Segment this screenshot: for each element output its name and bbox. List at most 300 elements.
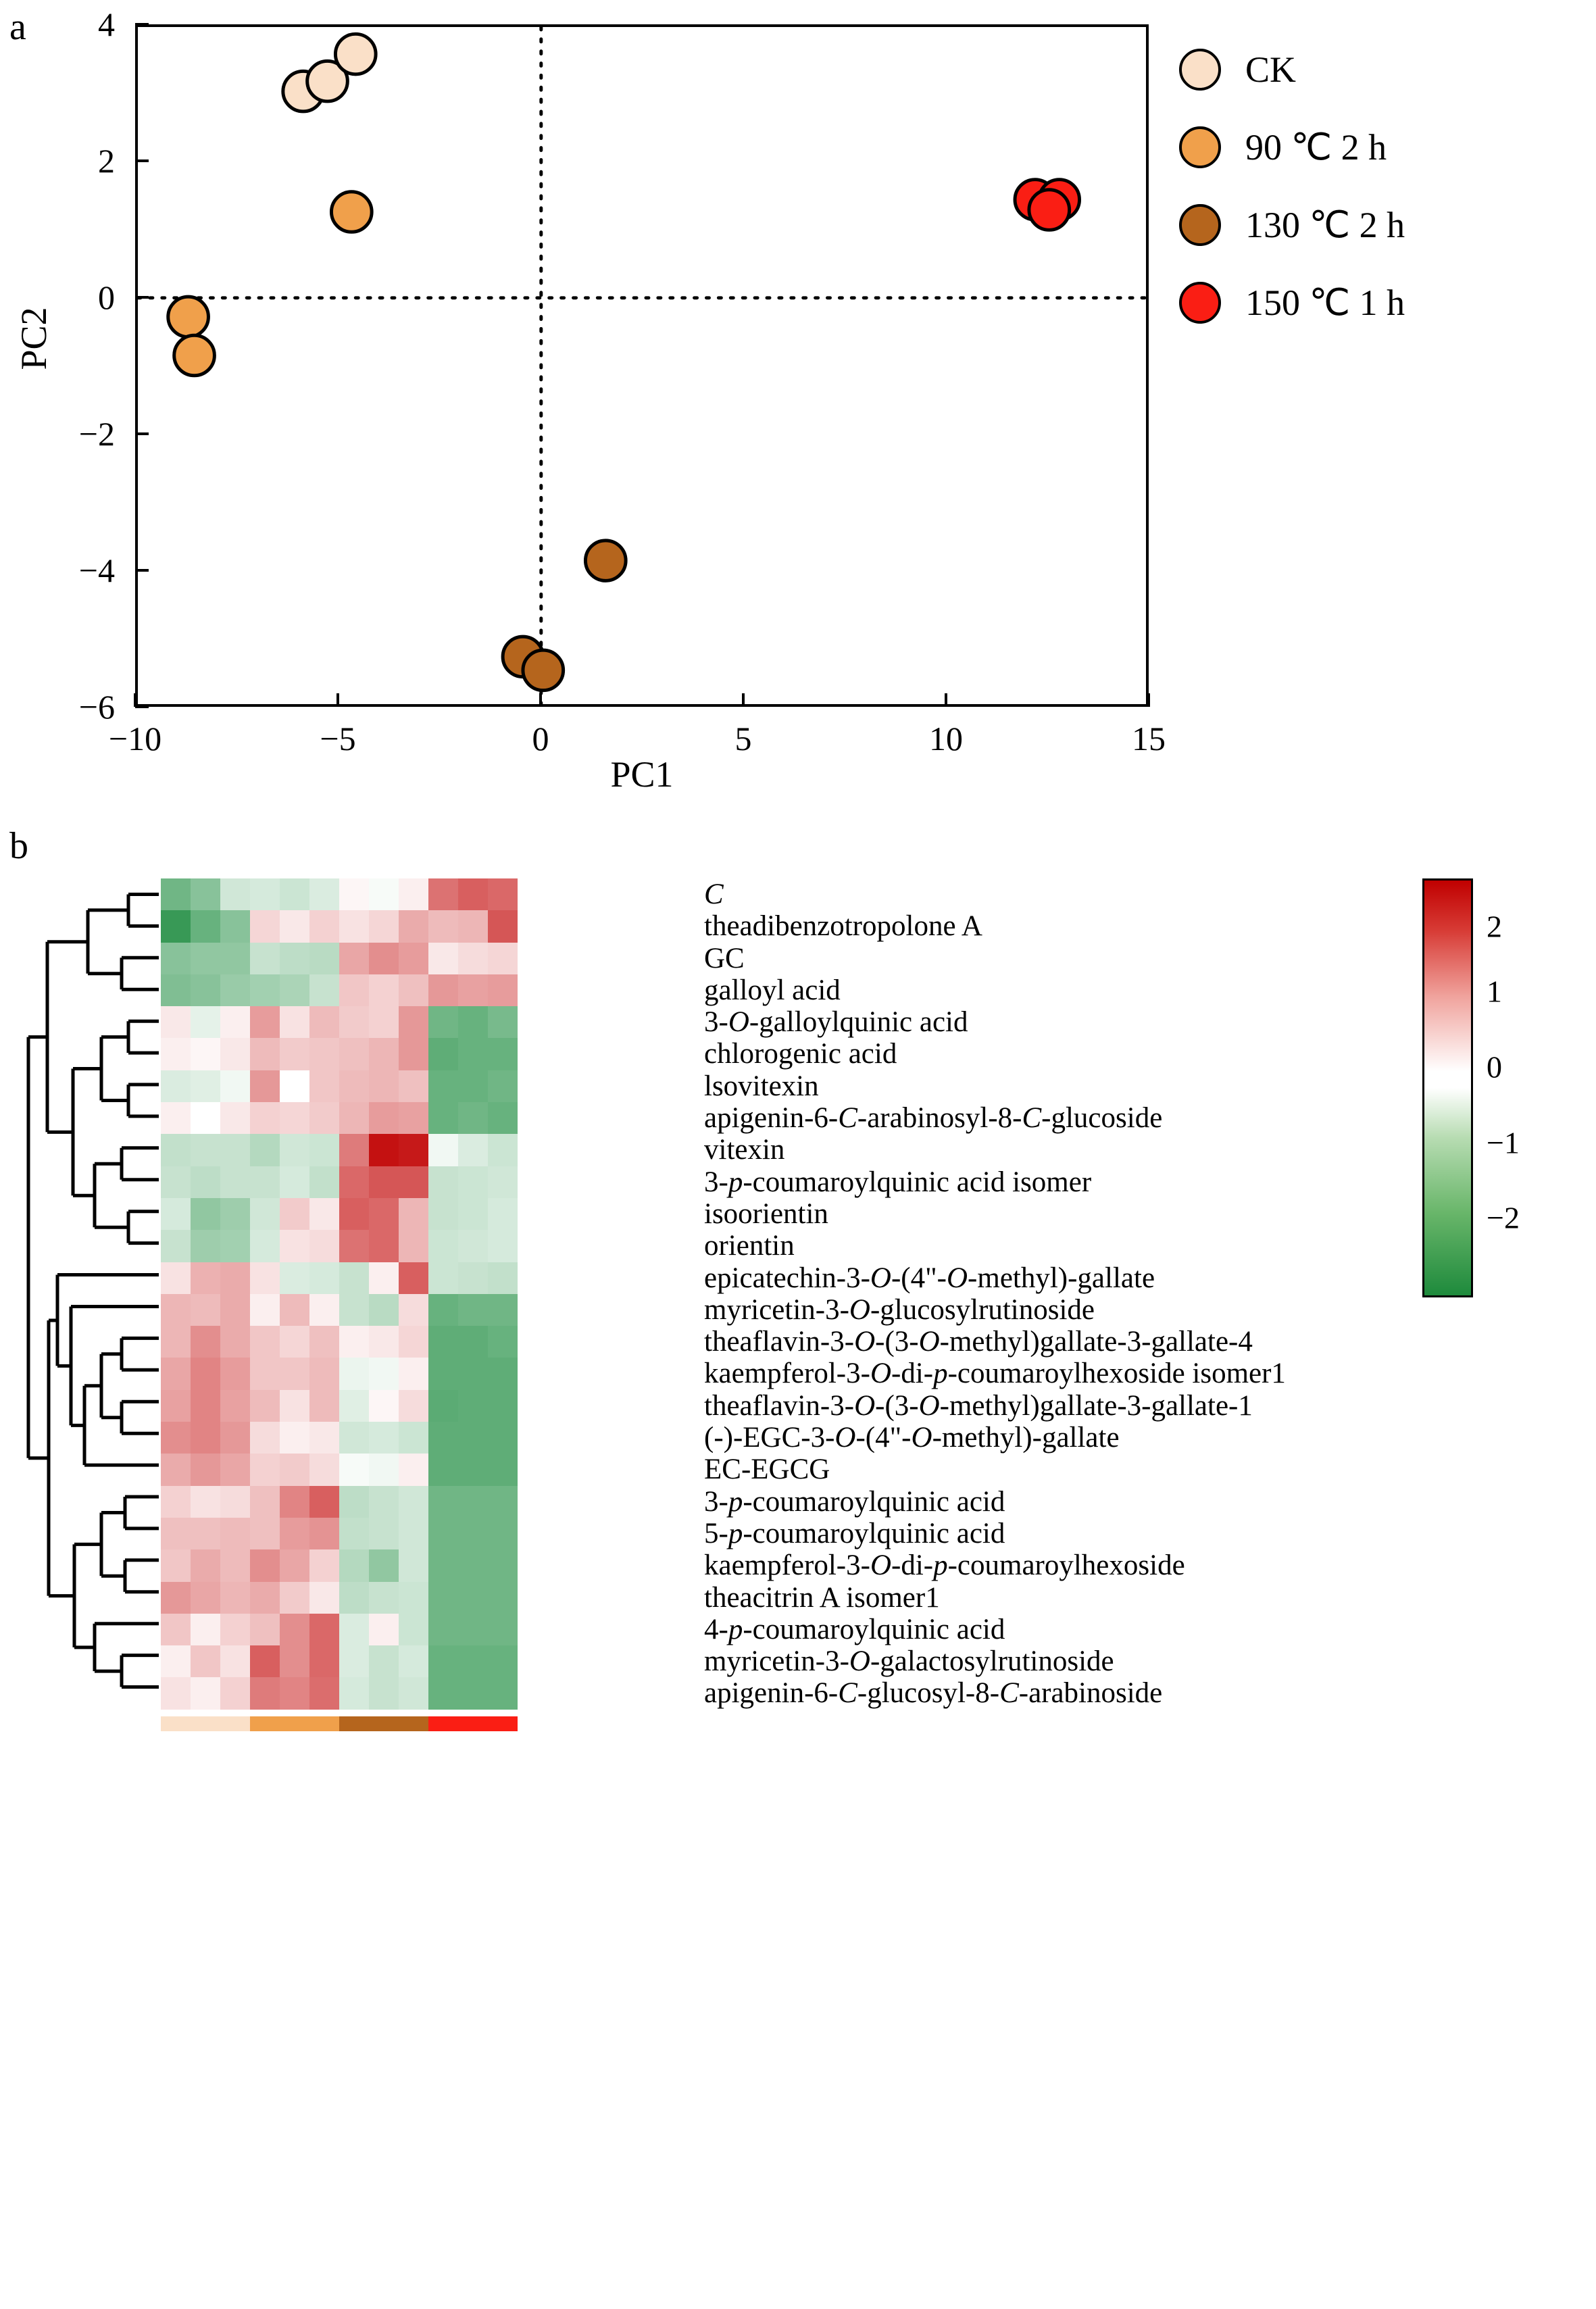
heatmap-cell [220, 1422, 250, 1454]
heatmap-cell [280, 1582, 309, 1614]
heatmap-cell [458, 1422, 488, 1454]
heatmap-cell [488, 1326, 518, 1358]
heatmap-cell [399, 1262, 428, 1294]
heatmap-cell [161, 1262, 191, 1294]
heatmap-cell [428, 1390, 458, 1422]
heatmap-cell [250, 1198, 280, 1230]
heatmap-cell [488, 1454, 518, 1485]
heatmap-cell [399, 1390, 428, 1422]
heatmap-cell [250, 1422, 280, 1454]
pca-plot-area [135, 24, 1149, 707]
heatmap-cell [339, 910, 369, 942]
heatmap-cell [280, 1166, 309, 1198]
x-tick-label: 5 [734, 720, 752, 758]
heatmap-cell [161, 1230, 191, 1262]
heatmap-cell [280, 1454, 309, 1485]
heatmap-cell [428, 1294, 458, 1326]
y-tick-label: −2 [78, 415, 115, 453]
heatmap-cell [399, 1006, 428, 1038]
pca-scatter-svg [138, 27, 1146, 704]
heatmap-cell [488, 1038, 518, 1070]
y-tick-label: 0 [98, 278, 115, 316]
heatmap-cell [309, 1454, 339, 1485]
heatmap-row-label: 3-p-coumaroylquinic acid [704, 1485, 1005, 1518]
heatmap-cell [399, 1518, 428, 1549]
heatmap-cell [220, 1486, 250, 1518]
x-tick-label: 10 [929, 720, 963, 758]
x-tick-label: 15 [1132, 720, 1166, 758]
heatmap-cell [250, 974, 280, 1006]
legend-label: 150 ℃ 1 h [1245, 282, 1405, 323]
heatmap-cell [399, 1198, 428, 1230]
heatmap-row-label: EC-EGCG [704, 1454, 830, 1486]
heatmap-cell [309, 1262, 339, 1294]
heatmap-cell [250, 1166, 280, 1198]
heatmap-cell [488, 1102, 518, 1134]
heatmap-cell [250, 1102, 280, 1134]
heatmap-cell [191, 1038, 220, 1070]
heatmap-cell [428, 1326, 458, 1358]
x-tick-mark [945, 693, 947, 707]
heatmap-cell [161, 1645, 191, 1677]
heatmap-row-label: myricetin-3-O-glucosylrutinoside [704, 1293, 1095, 1326]
heatmap-cell [280, 1038, 309, 1070]
heatmap-row-label: isoorientin [704, 1197, 828, 1230]
y-tick-label: −4 [78, 551, 115, 589]
heatmap-cell [488, 1422, 518, 1454]
heatmap-cell [309, 1102, 339, 1134]
colorbar-tick-label: −2 [1487, 1200, 1520, 1235]
heatmap-cell [250, 1390, 280, 1422]
heatmap-cell [428, 1006, 458, 1038]
heatmap-cell [161, 1390, 191, 1422]
heatmap-cell [191, 1262, 220, 1294]
heatmap-cell [428, 1358, 458, 1389]
heatmap-cell [428, 1134, 458, 1166]
heatmap-cell [488, 1614, 518, 1645]
heatmap-cell [309, 1645, 339, 1677]
heatmap-cell [339, 943, 369, 974]
heatmap-cell [428, 1549, 458, 1581]
colorbar-tick-label: 2 [1487, 909, 1502, 944]
colorbar-tick-label: 0 [1487, 1049, 1502, 1085]
heatmap-cell [458, 943, 488, 974]
heatmap-cell [220, 1677, 250, 1709]
heatmap-cell [220, 1390, 250, 1422]
heatmap-cell [191, 1677, 220, 1709]
heatmap-cell [309, 878, 339, 910]
heatmap-cell [428, 1422, 458, 1454]
panel-a-label: a [9, 6, 26, 48]
heatmap-cell [220, 1198, 250, 1230]
heatmap-cell [280, 1614, 309, 1645]
heatmap-cell [488, 943, 518, 974]
heatmap-cell [339, 1262, 369, 1294]
y-tick-mark [135, 432, 149, 435]
heatmap-cell [458, 1549, 488, 1581]
heatmap-cell [369, 1454, 399, 1485]
heatmap-cell [399, 1677, 428, 1709]
heatmap-cell [220, 1358, 250, 1389]
heatmap-cell [280, 1102, 309, 1134]
heatmap-cell [191, 1614, 220, 1645]
heatmap-cell [369, 1294, 399, 1326]
heatmap-cell [250, 943, 280, 974]
heatmap-cell [369, 1486, 399, 1518]
heatmap-cell [220, 1006, 250, 1038]
heatmap-cell [280, 1549, 309, 1581]
heatmap-cell [369, 1102, 399, 1134]
heatmap-cell [220, 1645, 250, 1677]
colorbar-tick-label: −1 [1487, 1125, 1520, 1160]
group-bar-segment [428, 1716, 518, 1731]
heatmap-cell [250, 1134, 280, 1166]
heatmap-cell [369, 1422, 399, 1454]
heatmap-cell [369, 1614, 399, 1645]
heatmap-cell [369, 1006, 399, 1038]
heatmap-cell [458, 1102, 488, 1134]
heatmap-cell [161, 1486, 191, 1518]
heatmap-cell [458, 1358, 488, 1389]
heatmap-cell [309, 1549, 339, 1581]
heatmap-cell [488, 1070, 518, 1102]
heatmap-cell [458, 1166, 488, 1198]
heatmap-cell [191, 1422, 220, 1454]
pca-y-axis-label: PC2 [14, 307, 54, 370]
heatmap-cell [369, 878, 399, 910]
heatmap-cell [220, 1166, 250, 1198]
heatmap-cell [309, 1614, 339, 1645]
heatmap-cell [161, 1294, 191, 1326]
heatmap-cell [369, 1677, 399, 1709]
heatmap-cell [399, 1614, 428, 1645]
heatmap-cell [220, 1518, 250, 1549]
heatmap-cell [458, 1006, 488, 1038]
heatmap-cell [280, 1486, 309, 1518]
heatmap-cell [191, 1294, 220, 1326]
heatmap-cell [161, 1549, 191, 1581]
x-tick-mark [134, 693, 136, 707]
heatmap-cell [399, 1358, 428, 1389]
heatmap-cell [458, 878, 488, 910]
heatmap-cell [280, 1134, 309, 1166]
heatmap-cell [161, 1198, 191, 1230]
heatmap-cell [280, 1422, 309, 1454]
heatmap-cell [191, 974, 220, 1006]
heatmap-row-label: orientin [704, 1230, 795, 1262]
y-tick-mark [135, 705, 149, 708]
pca-legend [1179, 30, 1585, 341]
heatmap-cell [339, 1614, 369, 1645]
heatmap-cell [280, 943, 309, 974]
heatmap-cell [488, 1390, 518, 1422]
legend-item [1179, 108, 1585, 186]
heatmap-cell [250, 1230, 280, 1262]
heatmap-cell [339, 1582, 369, 1614]
heatmap-cell [428, 1262, 458, 1294]
heatmap-cell [488, 1582, 518, 1614]
heatmap-cell [220, 1582, 250, 1614]
legend-label: 90 ℃ 2 h [1245, 127, 1387, 168]
heatmap-cell [369, 1070, 399, 1102]
heatmap-cell [339, 1677, 369, 1709]
group-bar-segment [339, 1716, 428, 1731]
heatmap-cell [309, 1166, 339, 1198]
heatmap-cell [250, 1454, 280, 1485]
x-tick-mark [742, 693, 745, 707]
x-tick-label: −5 [320, 720, 356, 758]
heatmap-cell [399, 1070, 428, 1102]
heatmap-cell [250, 1262, 280, 1294]
heatmap-cell [309, 910, 339, 942]
heatmap-cell [488, 1262, 518, 1294]
heatmap-cell [458, 1070, 488, 1102]
heatmap-cell [428, 910, 458, 942]
x-tick-mark [1147, 693, 1150, 707]
heatmap-cell [458, 1230, 488, 1262]
heatmap-cell [339, 1390, 369, 1422]
heatmap-cell [280, 974, 309, 1006]
heatmap-row-label: theaflavin-3-O-(3-O-methyl)gallate-3-gallate-1 [704, 1389, 1253, 1422]
heatmap-cell [309, 1422, 339, 1454]
heatmap-row-label: kaempferol-3-O-di-p-coumaroylhexoside isomer1 [704, 1358, 1286, 1390]
heatmap-cell [309, 1326, 339, 1358]
heatmap-cell [488, 1198, 518, 1230]
group-bar-segment [161, 1716, 250, 1731]
heatmap-cell [488, 1358, 518, 1389]
heatmap-cell [458, 1294, 488, 1326]
heatmap-cell [309, 943, 339, 974]
heatmap-cell [161, 943, 191, 974]
heatmap-cell [191, 910, 220, 942]
heatmap-cell [161, 1518, 191, 1549]
heatmap-cell [428, 1645, 458, 1677]
heatmap-cell [488, 1549, 518, 1581]
heatmap-cell [458, 1038, 488, 1070]
heatmap-cell [458, 974, 488, 1006]
heatmap-cell [161, 1422, 191, 1454]
heatmap-cell [191, 1134, 220, 1166]
x-tick-label: −10 [108, 720, 162, 758]
heatmap-cell [458, 1582, 488, 1614]
heatmap-cell [250, 1614, 280, 1645]
row-dendrogram [20, 878, 159, 1703]
heatmap-row-label: lsovitexin [704, 1070, 819, 1102]
heatmap-cell [428, 1614, 458, 1645]
heatmap-cell [339, 1358, 369, 1389]
heatmap-cell [458, 1326, 488, 1358]
heatmap-row-label: (-)-EGC-3-O-(4"-O-methyl)-gallate [704, 1422, 1120, 1454]
heatmap-cell [369, 1358, 399, 1389]
heatmap-cell [369, 1198, 399, 1230]
heatmap-cell [309, 1038, 339, 1070]
heatmap-cell [161, 1166, 191, 1198]
heatmap-cell [309, 1070, 339, 1102]
heatmap-cell [428, 1070, 458, 1102]
heatmap-cell [369, 1390, 399, 1422]
heatmap-cell [220, 1326, 250, 1358]
heatmap-cell [309, 1677, 339, 1709]
heatmap-cell [488, 1677, 518, 1709]
heatmap-cell [399, 1486, 428, 1518]
heatmap-cell [369, 1166, 399, 1198]
heatmap-cell [488, 1645, 518, 1677]
heatmap-cell [399, 1454, 428, 1485]
heatmap-cell [280, 1230, 309, 1262]
heatmap-row-label: theadibenzotropolone A [704, 910, 982, 943]
colorbar-tick-label: 1 [1487, 974, 1502, 1009]
heatmap-cell [161, 1614, 191, 1645]
heatmap-cell [280, 1198, 309, 1230]
heatmap-cell [339, 1454, 369, 1485]
heatmap-row-label: apigenin-6-C-glucosyl-8-C-arabinoside [704, 1677, 1163, 1710]
heatmap-cell [309, 1230, 339, 1262]
heatmap-cell [458, 1486, 488, 1518]
heatmap-cell [339, 1166, 369, 1198]
heatmap-cell [309, 1358, 339, 1389]
heatmap-cell [369, 1038, 399, 1070]
heatmap-cell [339, 878, 369, 910]
heatmap-cell [309, 1390, 339, 1422]
heatmap-cell [339, 1326, 369, 1358]
heatmap-cell [191, 1358, 220, 1389]
heatmap-cell [250, 910, 280, 942]
heatmap-cell [220, 1102, 250, 1134]
heatmap-cell [191, 1326, 220, 1358]
heatmap-row-label: vitexin [704, 1134, 785, 1166]
heatmap-cell [280, 1645, 309, 1677]
legend-swatch-icon [1179, 126, 1221, 168]
heatmap-cell [309, 974, 339, 1006]
heatmap-cell [220, 1294, 250, 1326]
heatmap-cell [458, 1134, 488, 1166]
heatmap-cell [220, 943, 250, 974]
heatmap-grid [161, 878, 518, 1710]
x-tick-mark [539, 693, 542, 707]
heatmap-cell [161, 878, 191, 910]
heatmap-cell [369, 1134, 399, 1166]
legend-item [1179, 30, 1585, 108]
heatmap-cell [250, 1549, 280, 1581]
heatmap-cell [161, 974, 191, 1006]
heatmap-row-label: theacitrin A isomer1 [704, 1581, 940, 1614]
heatmap-cell [280, 1326, 309, 1358]
y-tick-label: 2 [98, 142, 115, 180]
heatmap-cell [220, 1549, 250, 1581]
heatmap-cell [339, 1102, 369, 1134]
legend-item [1179, 264, 1585, 341]
heatmap-cell [458, 1198, 488, 1230]
heatmap-cell [458, 1518, 488, 1549]
heatmap-cell [399, 1166, 428, 1198]
heatmap-row-label: 3-p-coumaroylquinic acid isomer [704, 1166, 1092, 1198]
heatmap-cell [191, 1198, 220, 1230]
heatmap-cell [161, 1038, 191, 1070]
heatmap-row-label: C [704, 878, 724, 910]
heatmap-cell [399, 1549, 428, 1581]
y-tick-mark [135, 569, 149, 572]
heatmap-row-label: apigenin-6-C-arabinosyl-8-C-glucoside [704, 1102, 1163, 1135]
heatmap-cell [309, 1198, 339, 1230]
heatmap-cell [191, 1006, 220, 1038]
heatmap-row-label: galloyl acid [704, 974, 841, 1006]
heatmap-cell [250, 1326, 280, 1358]
legend-label: CK [1245, 49, 1297, 90]
heatmap-cell [488, 1230, 518, 1262]
heatmap-cell [161, 1677, 191, 1709]
heatmap-cell [369, 1582, 399, 1614]
pca-panel [0, 0, 1596, 804]
heatmap-cell [428, 1454, 458, 1485]
heatmap-cell [280, 910, 309, 942]
heatmap-cell [250, 1677, 280, 1709]
heatmap-cell [428, 1518, 458, 1549]
heatmap-cell [428, 1486, 458, 1518]
heatmap-cell [458, 1645, 488, 1677]
heatmap-cell [250, 1486, 280, 1518]
heatmap-cell [280, 878, 309, 910]
heatmap-cell [309, 1294, 339, 1326]
heatmap-cell [191, 1454, 220, 1485]
heatmap-cell [488, 1294, 518, 1326]
heatmap-row-label: GC [704, 942, 745, 974]
heatmap-cell [191, 1102, 220, 1134]
heatmap-row-labels [704, 878, 1286, 1710]
heatmap-cell [280, 1677, 309, 1709]
heatmap-cell [191, 1486, 220, 1518]
heatmap-cell [458, 1677, 488, 1709]
heatmap-cell [399, 910, 428, 942]
heatmap-cell [161, 1454, 191, 1485]
heatmap-cell [428, 974, 458, 1006]
heatmap-cell [191, 1390, 220, 1422]
heatmap-cell [280, 1358, 309, 1389]
heatmap-cell [339, 1294, 369, 1326]
heatmap-cell [191, 943, 220, 974]
heatmap-cell [220, 878, 250, 910]
panel-b-label: b [9, 825, 28, 867]
heatmap-cell [339, 1549, 369, 1581]
heatmap-cell [488, 1166, 518, 1198]
legend-swatch-icon [1179, 204, 1221, 246]
heatmap-cell [399, 1134, 428, 1166]
heatmap-cell [280, 1006, 309, 1038]
x-tick-mark [336, 693, 339, 707]
heatmap-cell [399, 1102, 428, 1134]
heatmap-cell [309, 1486, 339, 1518]
heatmap-cell [191, 1645, 220, 1677]
heatmap-cell [458, 910, 488, 942]
heatmap-cell [488, 1518, 518, 1549]
heatmap-cell [488, 974, 518, 1006]
heatmap-cell [488, 910, 518, 942]
heatmap-cell [339, 1006, 369, 1038]
heatmap-cell [220, 1614, 250, 1645]
heatmap-cell [458, 1390, 488, 1422]
heatmap-cell [191, 1582, 220, 1614]
heatmap-cell [250, 878, 280, 910]
heatmap-cell [369, 910, 399, 942]
heatmap-cell [220, 1262, 250, 1294]
heatmap-row-label: myricetin-3-O-galactosylrutinoside [704, 1645, 1114, 1678]
heatmap-cell [458, 1454, 488, 1485]
y-tick-mark [135, 23, 149, 26]
heatmap-cell [339, 1486, 369, 1518]
heatmap-cell [161, 1358, 191, 1389]
heatmap-cell [428, 1582, 458, 1614]
heatmap-panel [0, 804, 1596, 2309]
heatmap-row-label: chlorogenic acid [704, 1038, 897, 1070]
